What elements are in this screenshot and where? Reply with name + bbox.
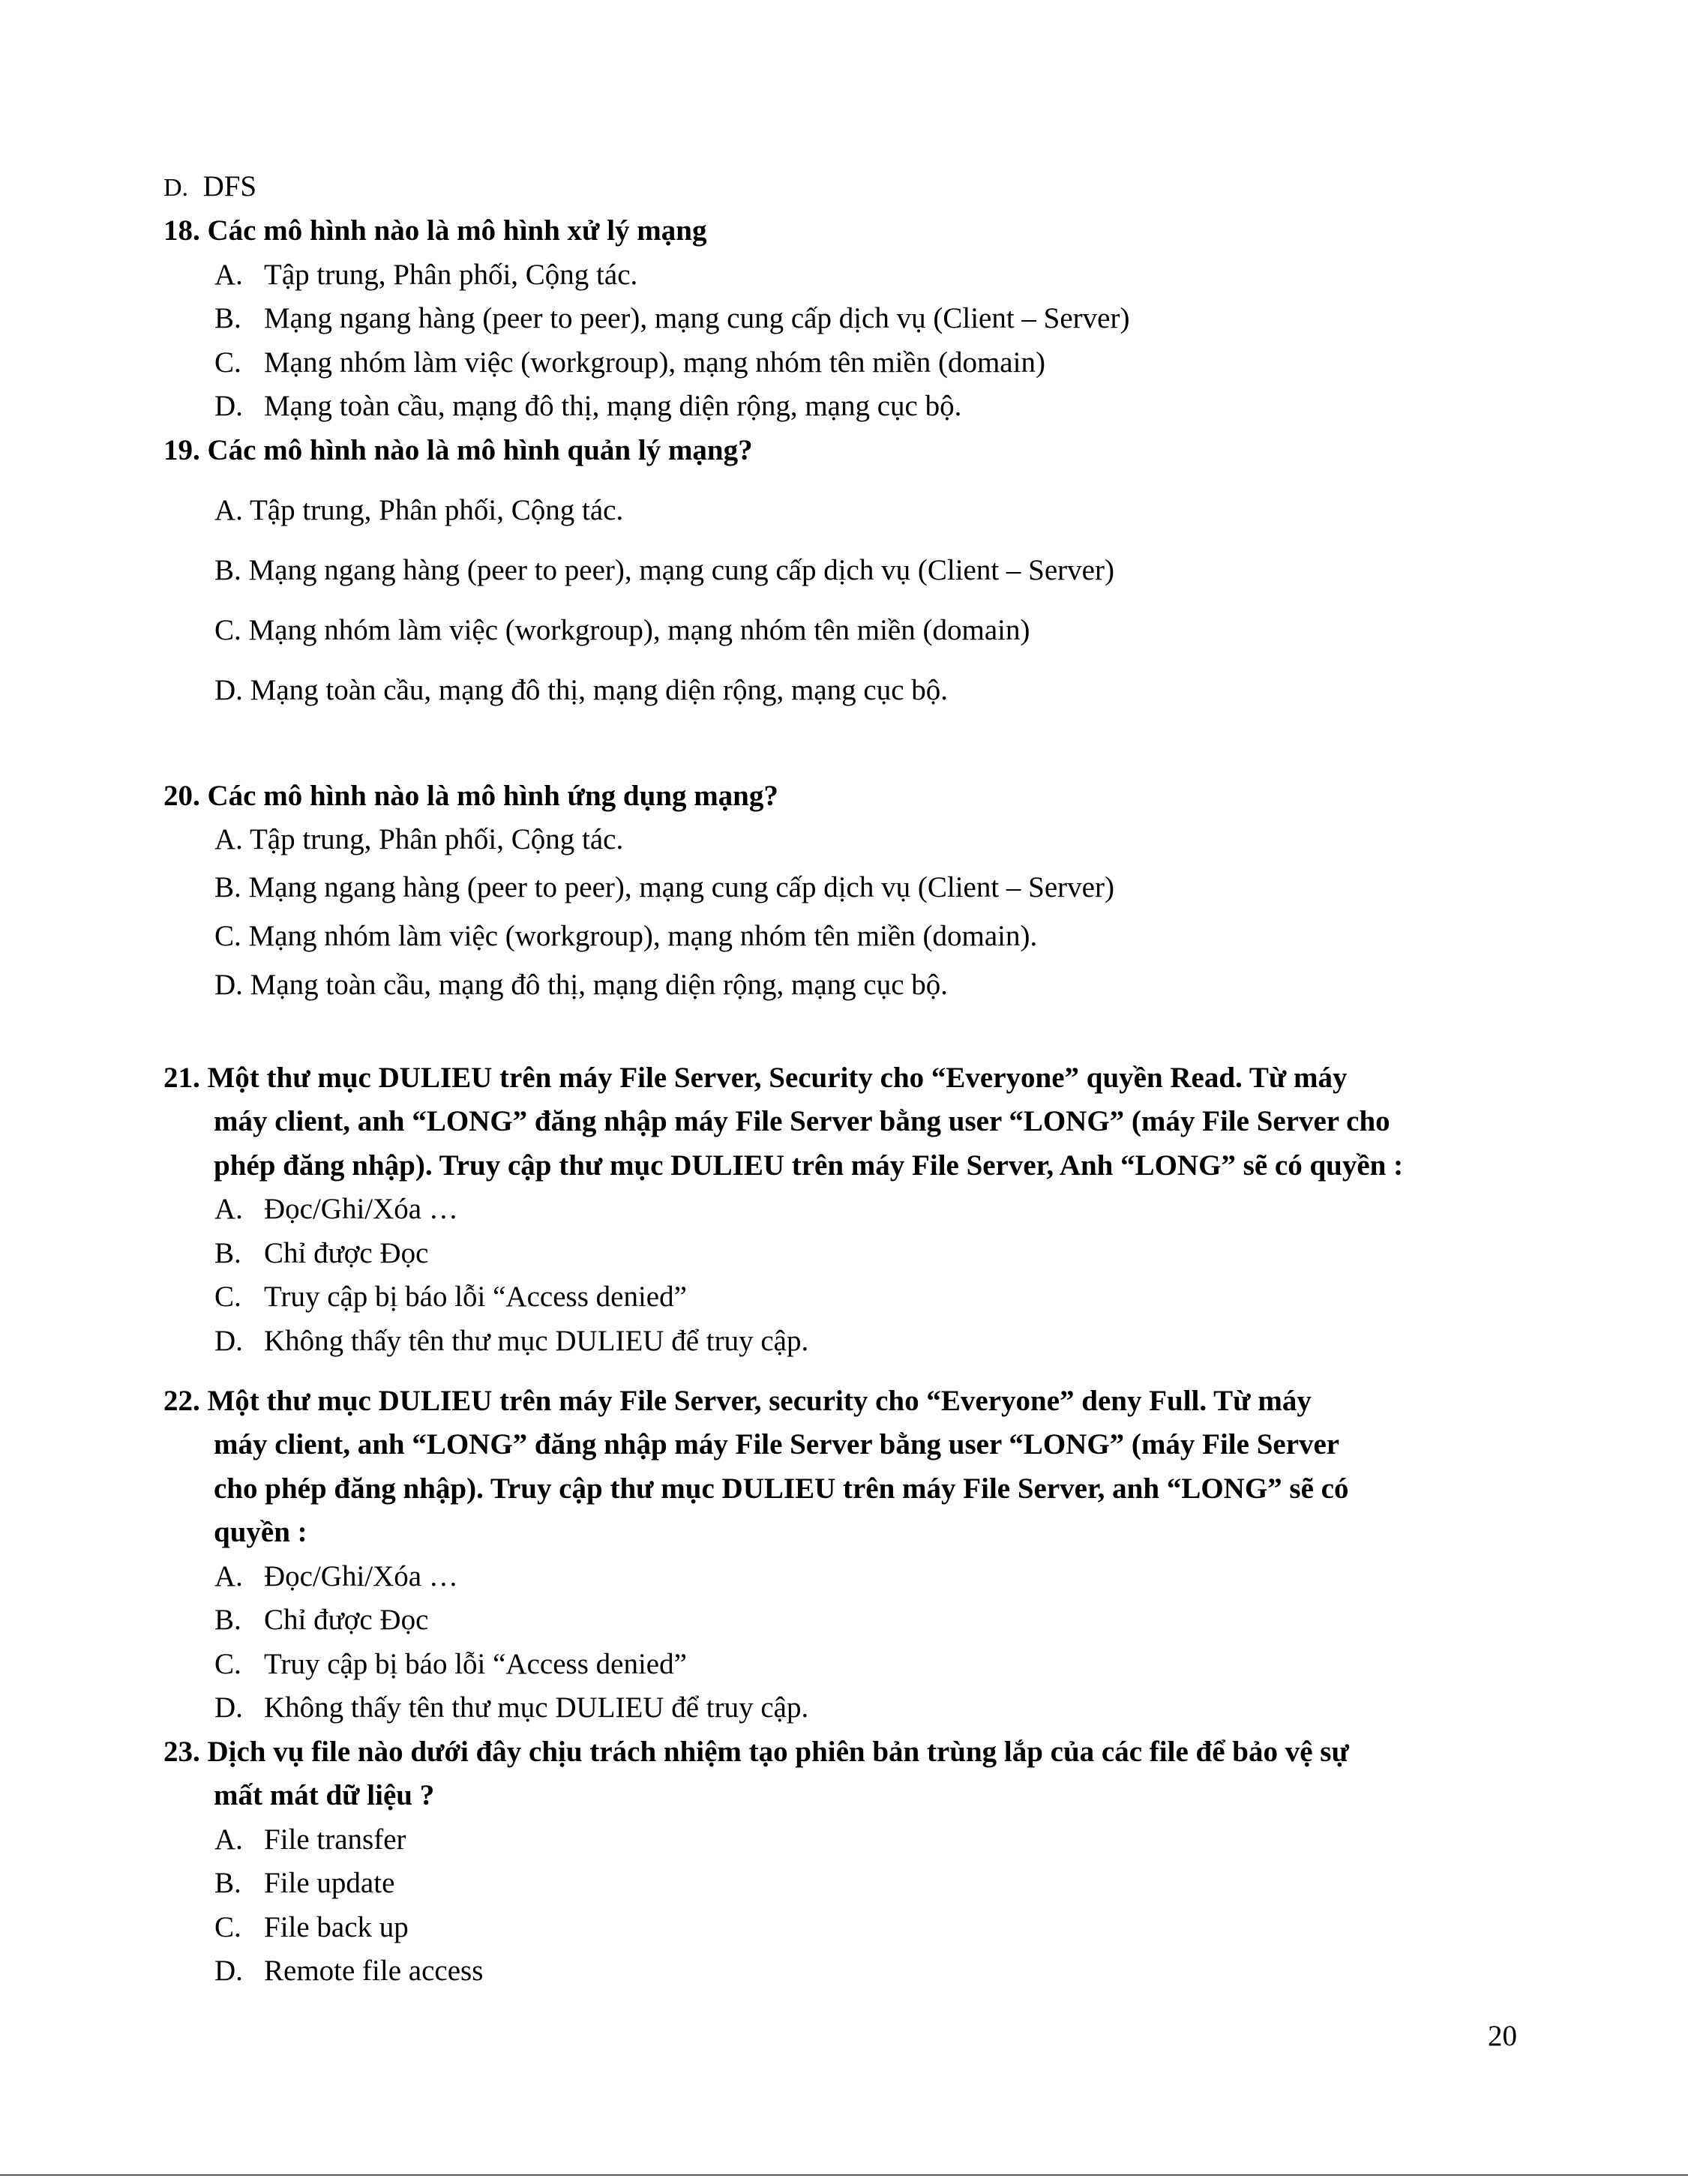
question-23-option-b — [214, 1866, 394, 1901]
option-letter: A. — [214, 823, 243, 855]
question-21-option-d — [214, 1324, 808, 1359]
option-letter: A. — [214, 259, 243, 291]
question-22-option-d — [214, 1691, 808, 1725]
question-20-option-a — [214, 822, 623, 857]
question-23-option-d — [214, 1954, 483, 1988]
option-text: Mạng nhóm làm việc (workgroup), mạng nhóm tên miền (domain) — [248, 614, 1030, 646]
option-text: Không thấy tên thư mục DULIEU để truy cập. — [264, 1691, 809, 1724]
option-text: Mạng ngang hàng (peer to peer), mạng cung cấp dịch vụ (Client – Server) — [248, 871, 1114, 903]
option-text: Mạng toàn cầu, mạng đô thị, mạng diện rộng, mạng cục bộ. — [250, 969, 949, 1001]
question-18-option-d — [214, 389, 961, 424]
option-letter: B. — [214, 871, 241, 903]
question-18-title: 18. Các mô hình nào là mô hình xử lý mạng — [163, 214, 707, 247]
question-19-option-b — [214, 553, 1114, 588]
option-letter: B. — [214, 1237, 241, 1269]
question-22-title-line-3: cho phép đăng nhập). Truy cập thư mục DULIEU trên máy File Server, anh “LONG” sẽ có — [214, 1472, 1349, 1505]
option-text: File back up — [264, 1911, 409, 1943]
option-text: Mạng toàn cầu, mạng đô thị, mạng diện rộng, mạng cục bộ. — [264, 390, 962, 422]
question-20-option-d — [214, 968, 948, 1002]
option-text: Mạng toàn cầu, mạng đô thị, mạng diện rộng, mạng cục bộ. — [250, 674, 949, 706]
option-text: Remote file access — [264, 1955, 484, 1987]
question-21-title-line-3: phép đăng nhập). Truy cập thư mục DULIEU trên máy File Server, Anh “LONG” sẽ có quyền : — [214, 1149, 1404, 1182]
option-letter: A. — [214, 1193, 243, 1225]
question-19-option-c — [214, 613, 1030, 648]
option-letter: D. — [214, 969, 243, 1001]
option-text: Mạng nhóm làm việc (workgroup), mạng nhóm tên miền (domain). — [248, 920, 1038, 952]
question-18-option-a — [214, 258, 637, 292]
option-letter: B. — [214, 302, 241, 334]
option-text: Truy cập bị báo lỗi “Access denied” — [264, 1648, 687, 1680]
option-letter: C. — [214, 1911, 241, 1943]
question-22-option-b — [214, 1603, 428, 1637]
question-22-option-a — [214, 1559, 458, 1594]
option-text: Tập trung, Phân phối, Cộng tác. — [264, 259, 638, 291]
question-21-title-line-2: máy client, anh “LONG” đăng nhập máy File Server bằng user “LONG” (máy File Server cho — [214, 1105, 1390, 1137]
option-letter: C. — [214, 920, 241, 952]
question-18-option-c — [214, 346, 1045, 380]
option-text: Tập trung, Phân phối, Cộng tác. — [249, 823, 624, 855]
option-text: DFS — [202, 170, 257, 202]
option-letter: D. — [214, 674, 243, 706]
option-letter: D. — [214, 1691, 243, 1724]
option-text: File update — [264, 1867, 395, 1899]
option-text: Mạng nhóm làm việc (workgroup), mạng nhóm tên miền (domain) — [264, 346, 1045, 379]
option-letter: C. — [214, 1648, 241, 1680]
option-letter: D. — [214, 1325, 243, 1357]
option-text: Đọc/Ghi/Xóa … — [264, 1560, 458, 1592]
question-22-option-c — [214, 1647, 687, 1682]
option-letter: D. — [214, 1955, 243, 1987]
option-letter: B. — [214, 1604, 241, 1636]
option-text: Đọc/Ghi/Xóa … — [264, 1193, 458, 1225]
option-letter: D. — [214, 390, 243, 422]
option-letter: A. — [214, 494, 243, 526]
question-23-title-line-1: 23. Dịch vụ file nào dưới đây chịu trách nhiệm tạo phiên bản trùng lắp của các file để bảo vệ sự — [163, 1736, 1349, 1768]
question-20-option-c — [214, 919, 1037, 954]
option-letter: C. — [214, 346, 241, 379]
question-19-option-a — [214, 493, 623, 528]
question-22-title-line-4: quyền : — [214, 1516, 307, 1548]
page-number: 20 — [1488, 2020, 1517, 2052]
question-23-title-line-2: mất mát dữ liệu ? — [214, 1779, 435, 1811]
option-text: File transfer — [264, 1823, 406, 1856]
question-18-option-b — [214, 301, 1129, 336]
question-19-option-d — [214, 673, 948, 708]
question-20-title: 20. Các mô hình nào là mô hình ứng dụng mạng? — [163, 780, 778, 812]
option-text: Mạng ngang hàng (peer to peer), mạng cung cấp dịch vụ (Client – Server) — [248, 554, 1114, 586]
page-bottom-divider — [0, 2174, 1688, 2176]
question-22-title-line-2: máy client, anh “LONG” đăng nhập máy File Server bằng user “LONG” (máy File Server — [214, 1428, 1340, 1460]
option-letter: A. — [214, 1823, 243, 1856]
question-19-title: 19. Các mô hình nào là mô hình quản lý mạng? — [163, 434, 753, 466]
prev-option-d — [163, 169, 256, 205]
option-text: Truy cập bị báo lỗi “Access denied” — [264, 1281, 687, 1313]
question-22-title-line-1: 22. Một thư mục DULIEU trên máy File Server, security cho “Everyone” deny Full. Từ máy — [163, 1385, 1312, 1417]
question-21-option-c — [214, 1280, 687, 1314]
question-23-option-a — [214, 1823, 406, 1857]
option-text: Chỉ được Đọc — [264, 1237, 429, 1269]
question-21-option-a — [214, 1192, 458, 1227]
question-20-option-b — [214, 870, 1114, 905]
option-letter: C. — [214, 1281, 241, 1313]
option-text: Chỉ được Đọc — [264, 1604, 429, 1636]
option-letter: C. — [214, 614, 241, 646]
option-letter: A. — [214, 1560, 243, 1592]
question-21-title-line-1: 21. Một thư mục DULIEU trên máy File Server, Security cho “Everyone” quyền Read. Từ máy — [163, 1062, 1348, 1094]
question-23-option-c — [214, 1910, 409, 1945]
option-text: Không thấy tên thư mục DULIEU để truy cập. — [264, 1325, 809, 1357]
option-text: Mạng ngang hàng (peer to peer), mạng cung cấp dịch vụ (Client – Server) — [264, 302, 1130, 334]
option-text: Tập trung, Phân phối, Cộng tác. — [249, 494, 624, 526]
option-letter: B. — [214, 1867, 241, 1899]
option-letter: B. — [214, 554, 241, 586]
option-letter: D. — [163, 174, 189, 202]
question-21-option-b — [214, 1236, 428, 1271]
